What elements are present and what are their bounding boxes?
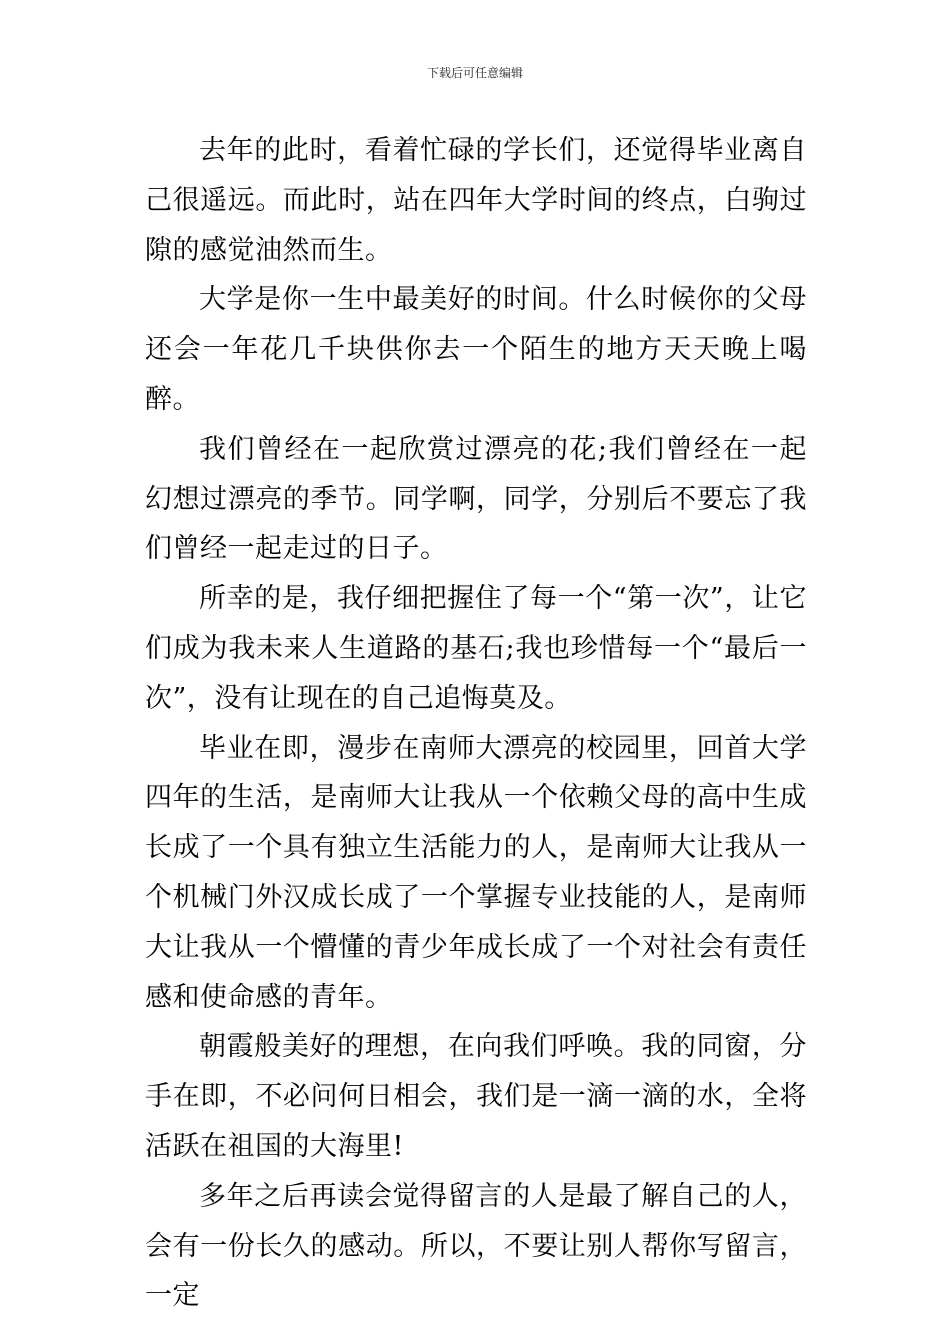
paragraph-5: 毕业在即，漫步在南师大漂亮的校园里，回首大学四年的生活，是南师大让我从一个依赖父母的高中生成长成了一个具有独立生活能力的人，是南师大让我从一个机械门外汉成长成了一个掌握专业技能的人，是南师大让我从一个懵懂的青少年成长成了一个对社会有责任感和使命感的青年。	[145, 732, 807, 1013]
paragraph-6: 朝霞般美好的理想，在向我们呼唤。我的同窗，分手在即，不必问何日相会，我们是一滴一滴的水，全将活跃在祖国的大海里!	[145, 1031, 807, 1162]
document-body	[145, 126, 807, 1321]
paragraph-1: 去年的此时，看着忙碌的学长们，还觉得毕业离自己很遥远。而此时，站在四年大学时间的终点，白驹过隙的感觉油然而生。	[145, 135, 807, 266]
paragraph-7: 多年之后再读会觉得留言的人是最了解自己的人，会有一份长久的感动。所以，不要让别人帮你写留言，一定	[145, 1180, 807, 1312]
paragraph-3: 我们曾经在一起欣赏过漂亮的花;我们曾经在一起幻想过漂亮的季节。同学啊，同学，分别后不要忘了我们曾经一起走过的日子。	[145, 433, 807, 565]
page-header-note: 下载后可任意编辑	[426, 66, 523, 80]
paragraph-4: 所幸的是，我仔细把握住了每一个“第一次”，让它们成为我未来人生道路的基石;我也珍惜每一个“最后一次”，没有让现在的自己追悔莫及。	[145, 583, 807, 714]
paragraph-2: 大学是你一生中最美好的时间。什么时候你的父母还会一年花几千块供你去一个陌生的地方天天晚上喝醉。	[145, 284, 807, 415]
